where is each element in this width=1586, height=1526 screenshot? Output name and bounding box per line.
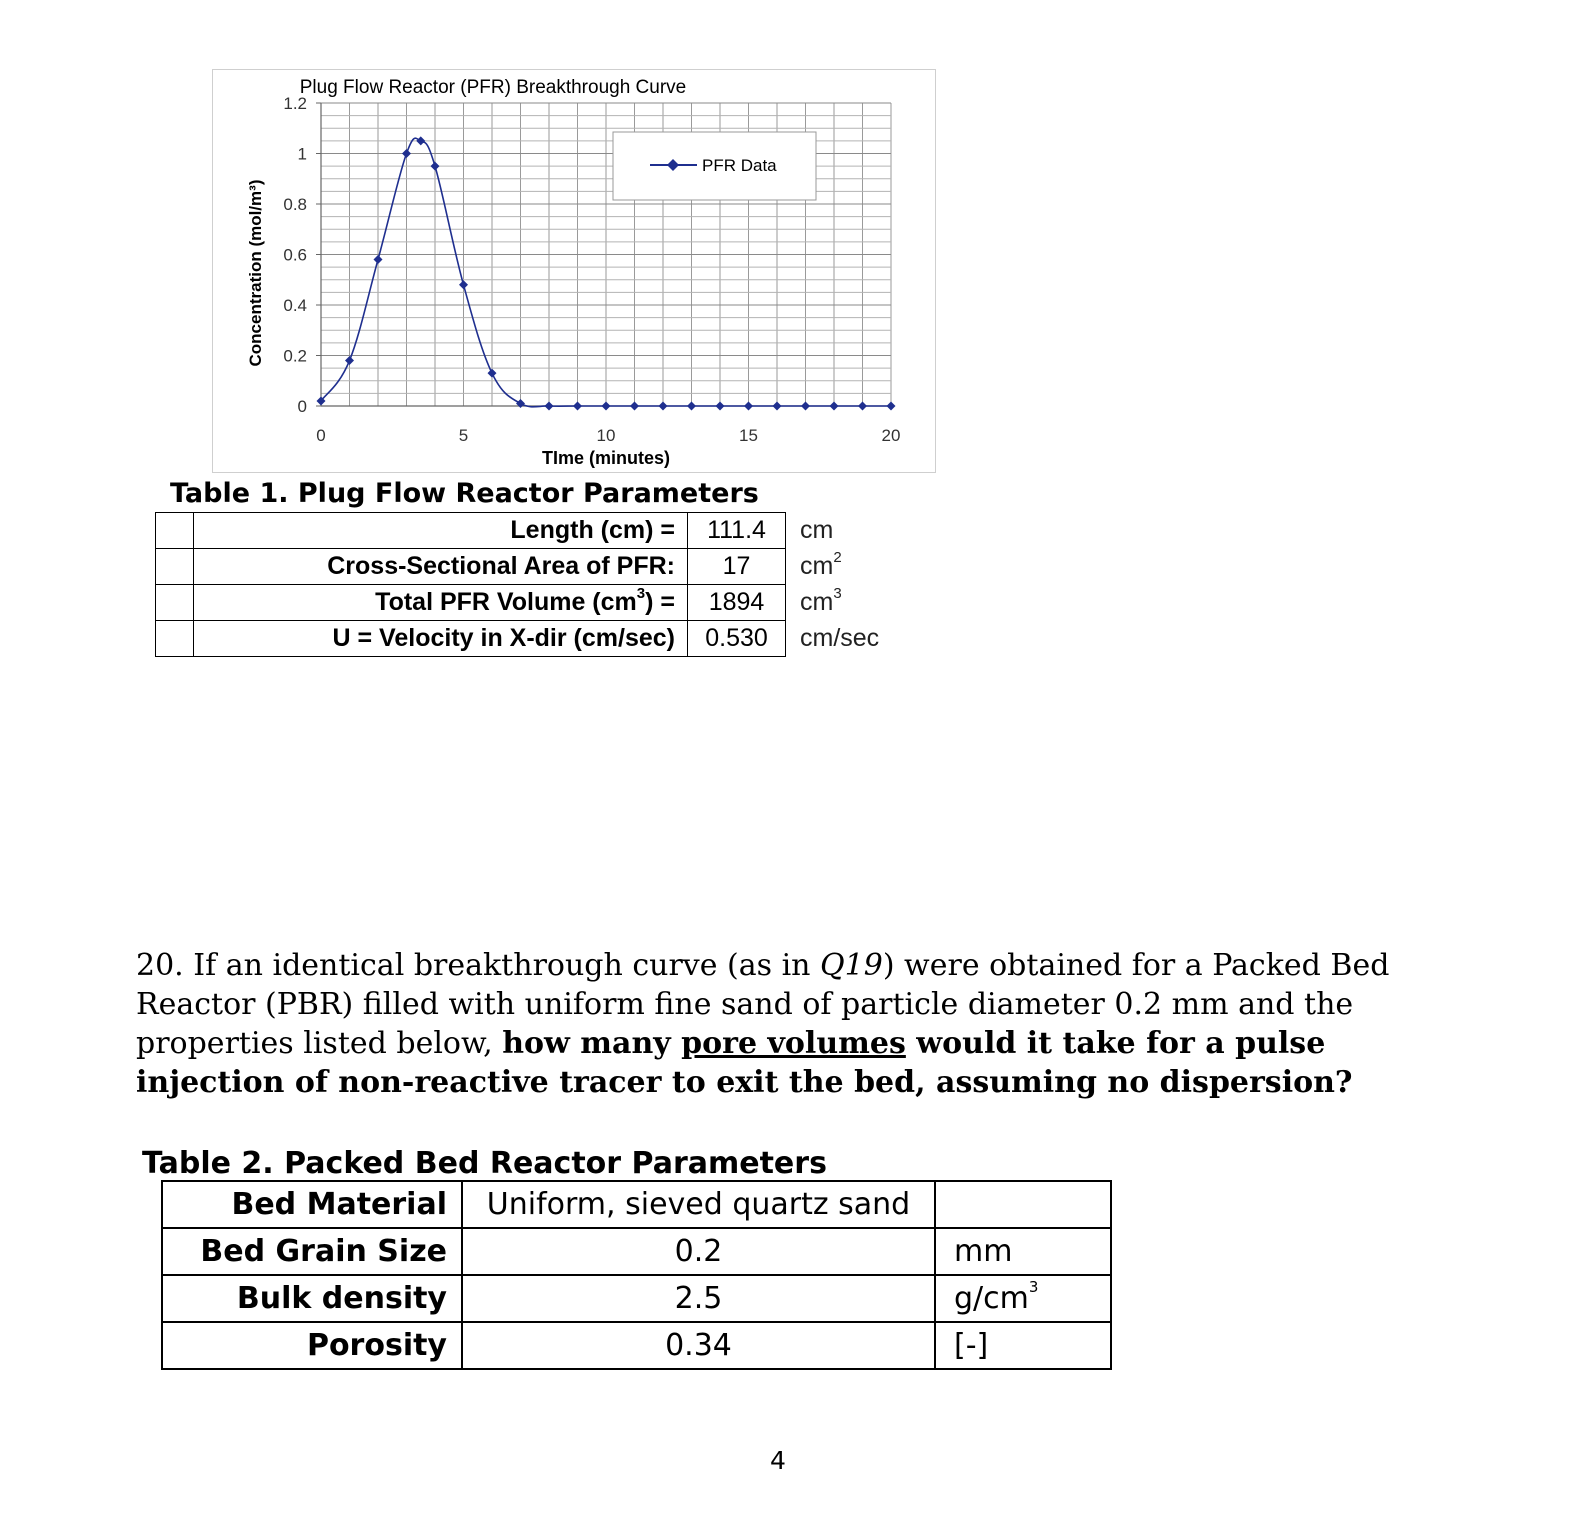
param-unit: [-] [935, 1322, 1111, 1369]
data-point [773, 402, 782, 411]
y-tick-label: 0.4 [283, 296, 307, 315]
table-row [156, 549, 911, 585]
param-label: Total PFR Volume $(cm^3)$ = [194, 585, 688, 621]
y-tick-label: 1.2 [283, 94, 307, 113]
x-tick-label: 5 [458, 426, 469, 445]
param-unit: $g/cm^3$ [935, 1275, 1111, 1322]
question-20: 20. If an identical breakthrough curve (as in Q19) were obtained for a Packed Bed Reactor (PBR) filled with uniform fine sand of particle diameter 0.2 mm and the properties listed below, how many pore volumes would it take for a pulse injection of non-reactive tracer to exit the bed, assuming no dispersion? [136, 948, 1390, 1100]
param-unit: mm [935, 1228, 1111, 1275]
param-unit [935, 1181, 1111, 1228]
param-label: Bulk density [162, 1275, 462, 1322]
param-value: 0.2 [462, 1228, 935, 1275]
data-point [716, 402, 725, 411]
param-label: Bed Material [162, 1181, 462, 1228]
chart-x-axis-label: TIme (minutes) [541, 448, 671, 468]
y-tick-label: 0.2 [283, 346, 307, 366]
y-tick-label: 0 [297, 397, 307, 416]
data-point [830, 402, 839, 411]
x-tick-label: 10 [596, 426, 616, 445]
param-value: 1894 [688, 585, 786, 621]
chart-title: Plug Flow Reactor (PFR) Breakthrough Curve [299, 77, 687, 98]
data-point [630, 402, 639, 411]
table-row [162, 1322, 1111, 1369]
x-tick-label: 0 [316, 426, 326, 445]
param-unit: cm/sec [786, 621, 911, 657]
y-tick-label: 1 [297, 144, 307, 164]
data-point [488, 369, 497, 378]
pfr-parameters-table [155, 512, 910, 657]
data-point [374, 255, 383, 264]
data-point [459, 280, 468, 289]
chart-y-axis-label: Concentration (mol/m³) [246, 179, 265, 367]
x-tick-label: 20 [881, 426, 901, 445]
table-row [162, 1228, 1111, 1275]
pbr-parameters-table [161, 1180, 1112, 1370]
param-unit: cm [786, 513, 911, 549]
data-point [345, 356, 354, 365]
param-label: Cross-Sectional Area of PFR: [194, 549, 688, 585]
data-point [687, 402, 696, 411]
y-tick-label: 0.8 [283, 195, 307, 214]
data-point [744, 402, 753, 411]
param-label: Porosity [162, 1322, 462, 1369]
param-label: Length (cm) = [194, 513, 688, 549]
data-point [659, 402, 668, 411]
param-value: 17 [688, 549, 786, 585]
page-number: 4 [770, 1446, 786, 1475]
table-row [156, 513, 911, 549]
table-row [162, 1181, 1111, 1228]
data-point [887, 402, 896, 411]
data-point [545, 402, 554, 411]
param-value: 111.4 [688, 513, 786, 549]
breakthrough-chart [212, 69, 936, 473]
chart-svg [213, 70, 937, 474]
data-point [602, 402, 611, 411]
legend-label: PFR Data [702, 156, 777, 175]
table2-title: Table 2. Packed Bed Reactor Parameters [142, 1146, 827, 1181]
data-point [431, 162, 440, 171]
data-point [573, 402, 582, 411]
param-label: U = Velocity in X-dir (cm/sec) [194, 621, 688, 657]
param-value: 0.530 [688, 621, 786, 657]
param-value: 0.34 [462, 1322, 935, 1369]
table-row [156, 621, 911, 657]
table-row [162, 1275, 1111, 1322]
data-point [858, 402, 867, 411]
param-value: Uniform, sieved quartz sand [462, 1181, 935, 1228]
y-tick-label: 0.6 [283, 245, 307, 265]
param-label: Bed Grain Size [162, 1228, 462, 1275]
data-point [402, 149, 411, 158]
data-point [516, 399, 525, 408]
param-unit: $cm^2$ [786, 549, 911, 585]
data-point [801, 402, 810, 411]
data-point [416, 136, 425, 145]
chart-legend [613, 132, 816, 200]
param-unit: $cm^3$ [786, 585, 911, 621]
table-row [156, 585, 911, 621]
x-tick-label: 15 [739, 426, 758, 445]
table1-title: Table 1. Plug Flow Reactor Parameters [170, 478, 759, 509]
param-value: 2.5 [462, 1275, 935, 1322]
